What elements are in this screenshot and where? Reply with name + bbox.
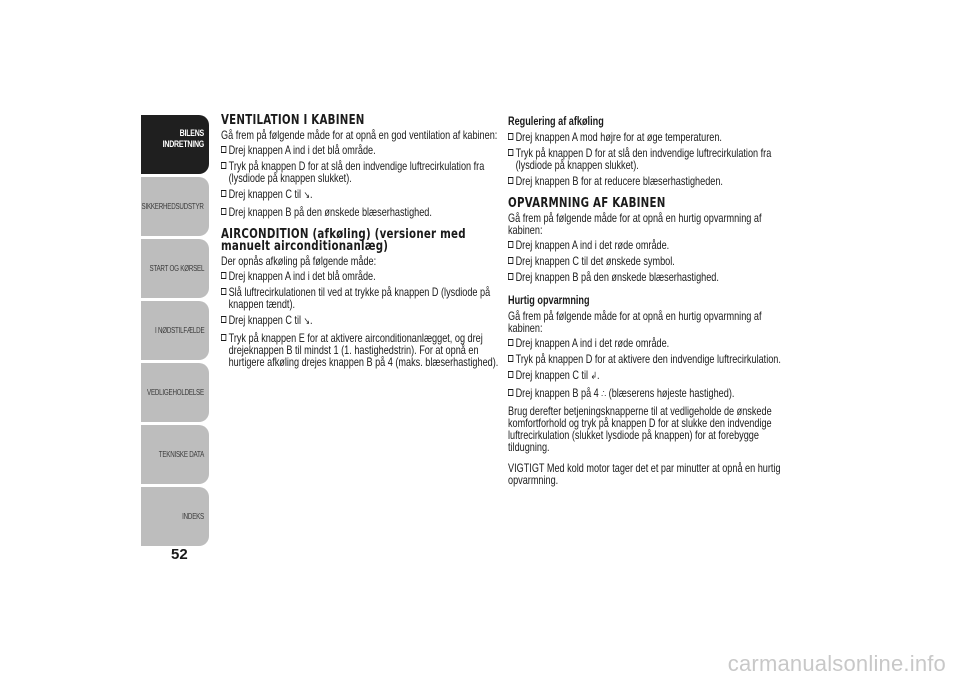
checkbox-bullet-icon: [508, 371, 513, 378]
page-number: 52: [171, 546, 188, 563]
list-item: Tryk på knappen D for at slå den indvendige luftrecirkulation fra (lysdiode på knappen slukket).: [508, 147, 797, 171]
list-item: Drej knappen A ind i det røde område.: [508, 337, 797, 349]
list-item: Slå luftrecirkulationen til ved at trykke på knappen D (lysdiode på knappen tændt).: [221, 286, 500, 310]
hurtig-heading: Hurtig opvarmning: [508, 293, 590, 307]
aircondition-intro: Der opnås afkøling på følgende måde:: [221, 254, 377, 268]
tab-indeks[interactable]: [141, 487, 209, 546]
opvarmning-intro: Gå frem på følgende måde for at opnå en hurtig opvarmning af kabinen:: [508, 211, 762, 237]
checkbox-bullet-icon: [508, 339, 513, 346]
list-item: Tryk på knappen D for at slå den indvendige luftrecirkulation fra (lysdiode på knappen slukket).: [221, 160, 500, 184]
chapter-tabs: [141, 115, 209, 549]
checkbox-bullet-icon: [221, 162, 226, 169]
face-vent-icon: ↘: [303, 316, 311, 327]
hurtig-paragraph-1: Brug derefter betjeningsknapperne til at vedligeholde de ønskede komfortforhold og tryk på knappen D for at slukke den indvendige luftrecirkulation (slukket lysdiode på knappen) for at forebygge tildugning.: [508, 404, 772, 454]
tab-label: INDEKS: [182, 512, 204, 521]
checkbox-bullet-icon: [221, 190, 226, 197]
regulering-heading: Regulering af afkøling: [508, 114, 604, 128]
tab-sikkerhedsudstyr[interactable]: [141, 177, 209, 236]
hurtig-paragraph-2: VIGTIGT Med kold motor tager det et par minutter at opnå en hurtig opvarmning.: [508, 461, 781, 487]
tab-label: BILENS INDRETNING: [162, 128, 204, 149]
tab-label: SIKKERHEDSUDSTYR: [141, 202, 204, 211]
ventilation-intro: Gå frem på følgende måde for at opnå en god ventilation af kabinen:: [221, 128, 498, 142]
list-item: Drej knappen C til det ønskede symbol.: [508, 255, 797, 267]
checkbox-bullet-icon: [508, 133, 513, 140]
tab-vedligeholdelse[interactable]: [141, 363, 209, 422]
checkbox-bullet-icon: [221, 208, 226, 215]
tab-bilens-indretning[interactable]: [141, 115, 209, 174]
tab-label: I NØDSTILFÆLDE: [154, 326, 204, 335]
checkbox-bullet-icon: [221, 288, 226, 295]
checkbox-bullet-icon: [508, 177, 513, 184]
list-item: Drej knappen A ind i det blå område.: [221, 270, 500, 282]
checkbox-bullet-icon: [508, 241, 513, 248]
list-item: Drej knappen B på 4 ∴ (blæserens højeste hastighed).: [508, 387, 797, 401]
tab-i-nodstilfaelde[interactable]: [141, 301, 209, 360]
checkbox-bullet-icon: [508, 355, 513, 362]
face-vent-icon: ↘: [303, 190, 311, 201]
list-item: Drej knappen C til ↘.: [221, 314, 500, 328]
tab-label: START OG KØRSEL: [149, 264, 204, 273]
checkbox-bullet-icon: [508, 257, 513, 264]
checkbox-bullet-icon: [221, 334, 226, 341]
checkbox-bullet-icon: [221, 272, 226, 279]
tab-tekniske-data[interactable]: [141, 425, 209, 484]
tab-label: TEKNISKE DATA: [158, 450, 204, 459]
tab-start-og-korsel[interactable]: [141, 239, 209, 298]
list-item: Drej knappen A ind i det røde område.: [508, 239, 797, 251]
list-item: Tryk på knappen E for at aktivere airconditionanlægget, og drej drejeknappen B til mindst 1 (1. hastighedstrin). For at opnå en hurtigere afkøling drejes knappen B på 4 (maks. blæserhastighed).: [221, 332, 500, 368]
list-item: Drej knappen B på den ønskede blæserhastighed.: [508, 271, 797, 283]
list-item: Drej knappen B på den ønskede blæserhastighed.: [221, 206, 500, 218]
fan-max-icon: ∴: [601, 389, 607, 400]
list-item: Drej knappen C til ↘.: [221, 188, 500, 202]
ventilation-heading: VENTILATION I KABINEN: [221, 112, 365, 128]
right-column: [508, 114, 798, 489]
list-item: Drej knappen B for at reducere blæserhastigheden.: [508, 175, 797, 187]
checkbox-bullet-icon: [508, 389, 513, 396]
foot-vent-icon: ↲: [590, 371, 598, 382]
opvarmning-heading: OPVARMNING AF KABINEN: [508, 195, 666, 211]
list-item: Tryk på knappen D for at aktivere den indvendige luftrecirkulation.: [508, 353, 797, 365]
checkbox-bullet-icon: [508, 149, 513, 156]
list-item: Drej knappen C til ↲.: [508, 369, 797, 383]
aircondition-heading: AIRCONDITION (afkøling) (versioner med manuelt airconditionanlæg): [221, 226, 466, 254]
left-column: [221, 114, 501, 372]
checkbox-bullet-icon: [221, 146, 226, 153]
checkbox-bullet-icon: [508, 273, 513, 280]
list-item: Drej knappen A ind i det blå område.: [221, 144, 500, 156]
hurtig-intro: Gå frem på følgende måde for at opnå en hurtig opvarmning af kabinen:: [508, 309, 762, 335]
watermark-text: carmanualsonline.info: [727, 651, 946, 676]
checkbox-bullet-icon: [221, 316, 226, 323]
tab-label: VEDLIGEHOLDELSE: [147, 388, 204, 397]
list-item: Drej knappen A mod højre for at øge temperaturen.: [508, 131, 797, 143]
